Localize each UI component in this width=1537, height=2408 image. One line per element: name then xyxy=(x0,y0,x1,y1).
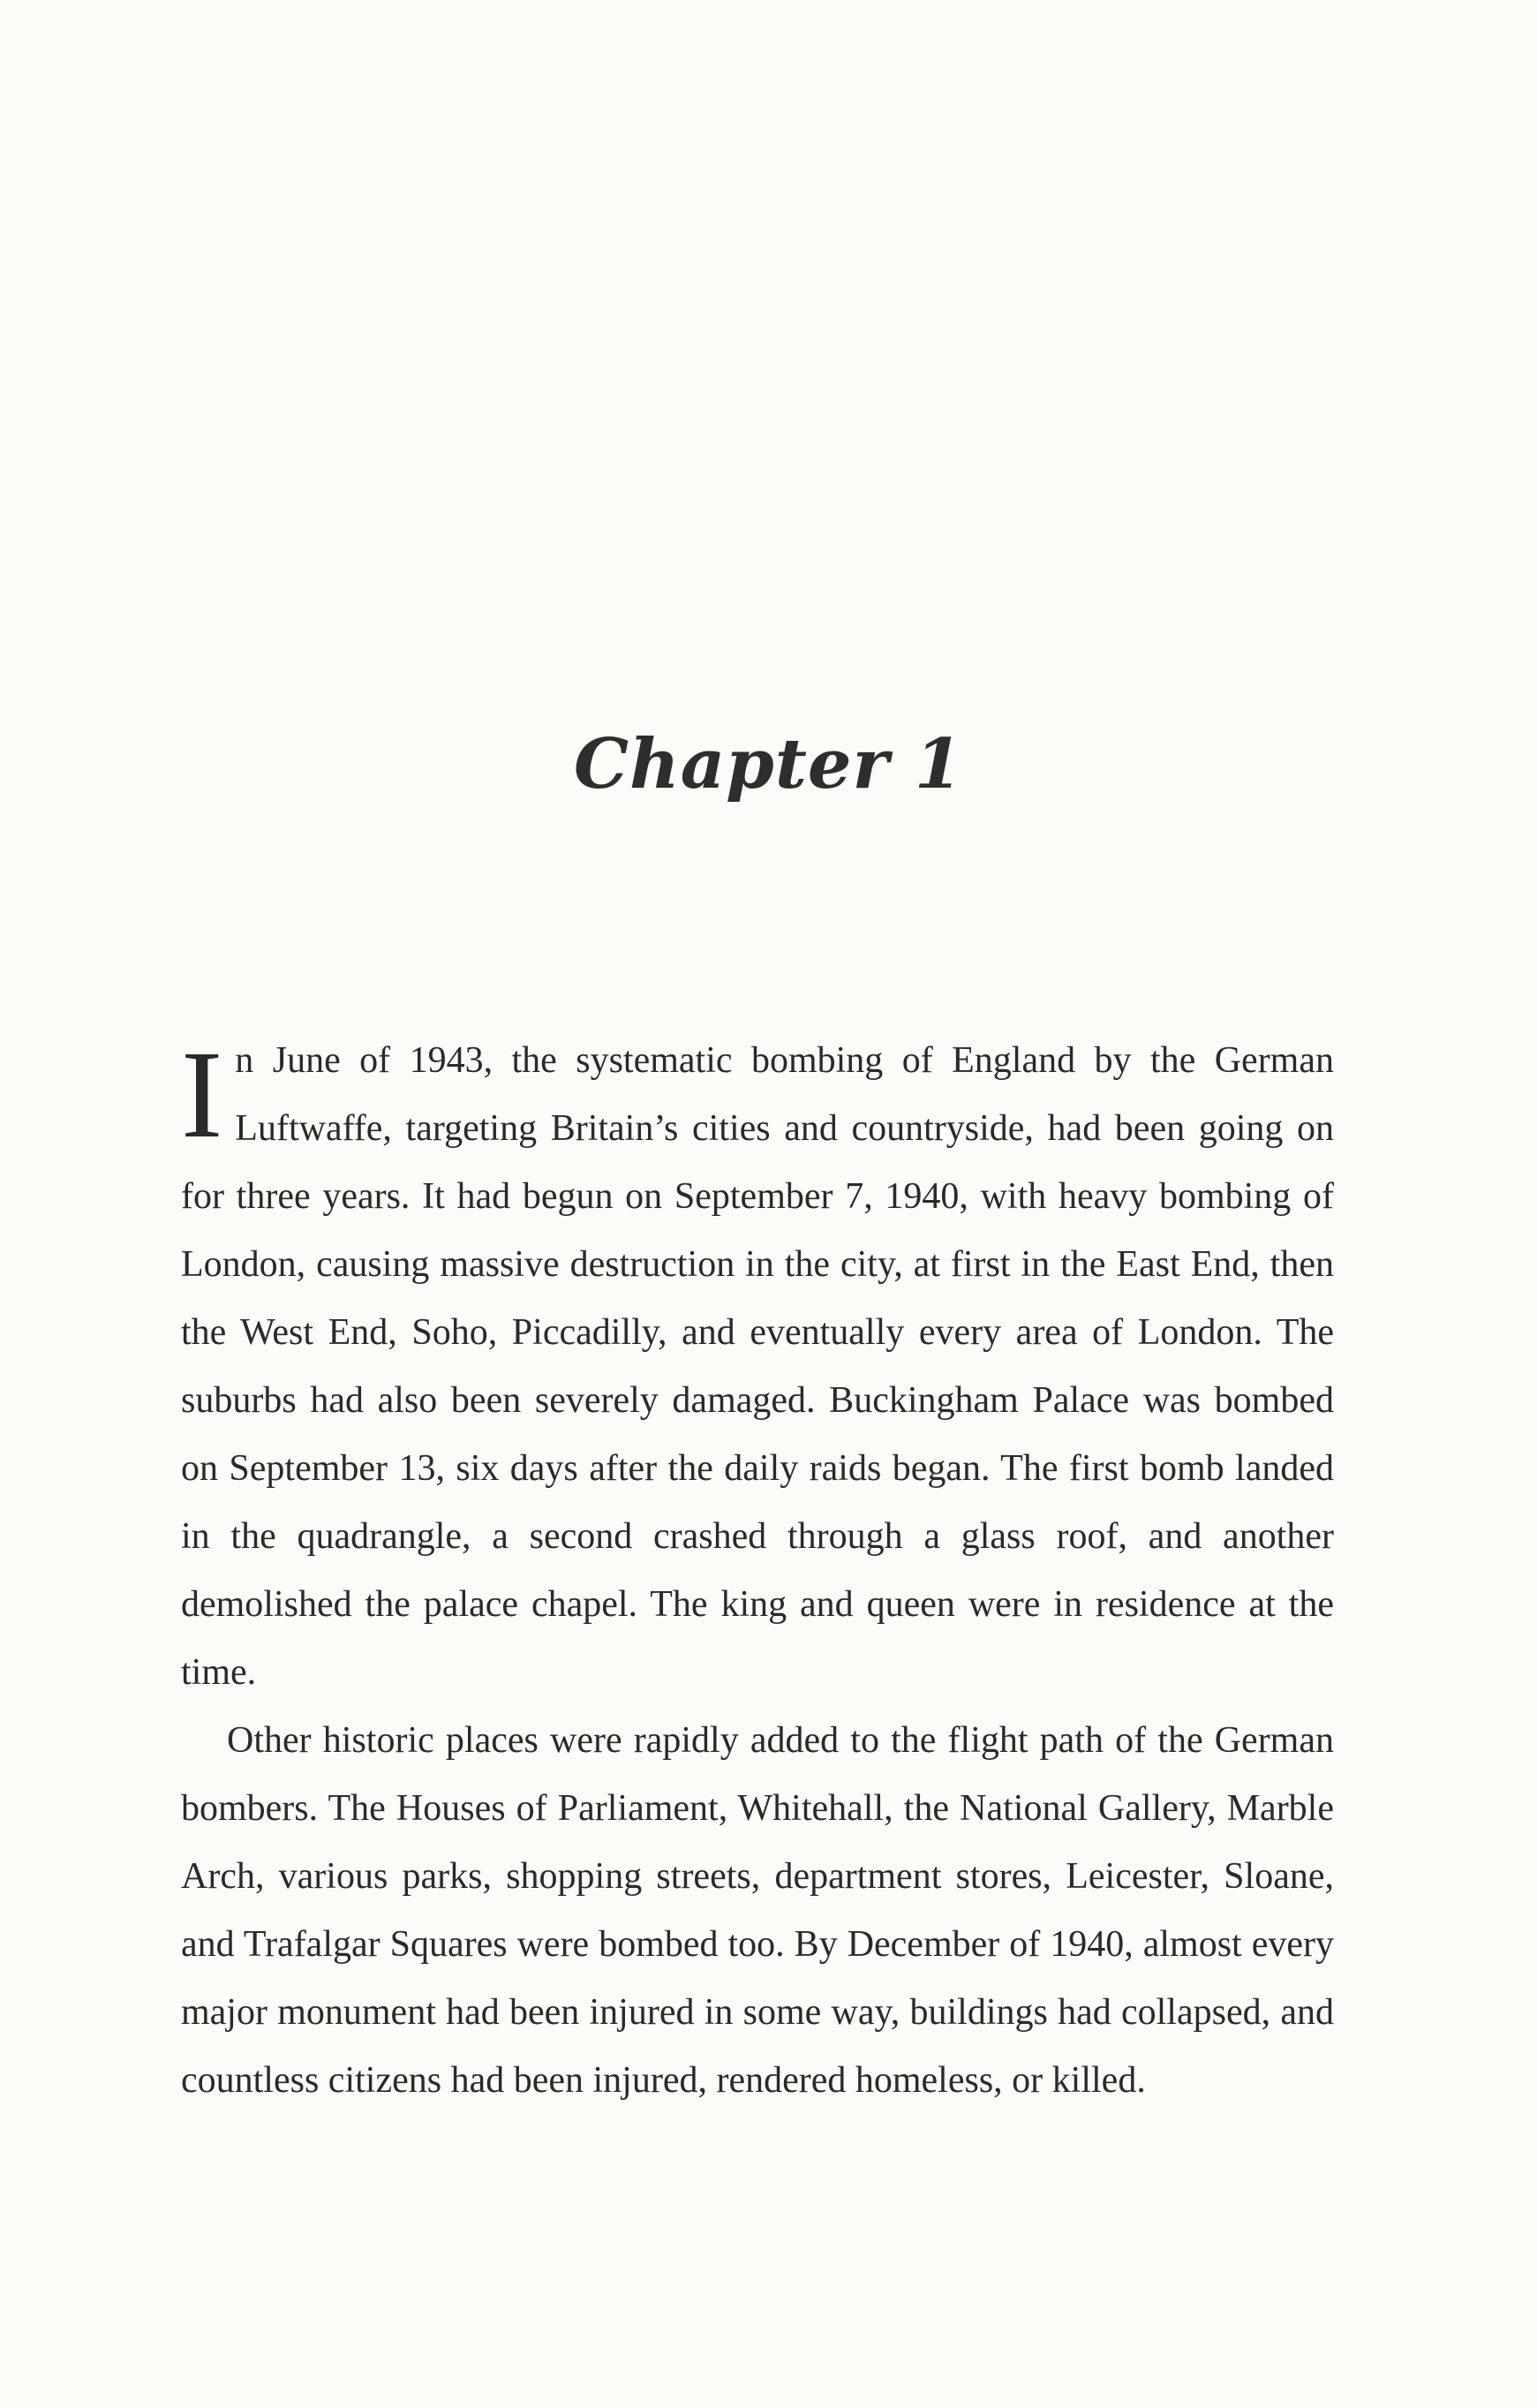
paragraph-2: Other historic places were rapidly added to the flight path of the German bombers. The Houses of Parliament, Whitehall, the National Gallery, Marble Arch, various parks, shopping streets, department stores, Leicester, Sloane, and Trafalgar Squares were bombed too. By December of 1940, almost every major monument had been injured in some way, buildings had collapsed, and countless citizens had been injured, rendered homeless, or killed. xyxy=(181,1720,1334,2101)
paragraph-1 xyxy=(181,1024,1334,1707)
drop-cap: I xyxy=(181,1024,223,1164)
paragraph-1-text: n June of 1943, the systematic bombing of England by the German Luftwaffe, targeting Britain’s cities and countryside, had been going on for three years. It had begun on September 7, 1940, with heavy bombing of London, causing massive destruction in the city, at first in the East End, then the West End, Soho, Piccadilly, and eventually every area of London. The suburbs had also been severely damaged. Buckingham Palace was bombed on September 13, six days after the daily raids began. The first bomb landed in the quadrangle, a second crashed through a glass roof, and another demolished the palace chapel. The king and queen were in residence at the time. xyxy=(181,1040,1334,1693)
chapter-title: Chapter 1 xyxy=(573,724,964,804)
chapter-body xyxy=(181,1024,1334,2115)
